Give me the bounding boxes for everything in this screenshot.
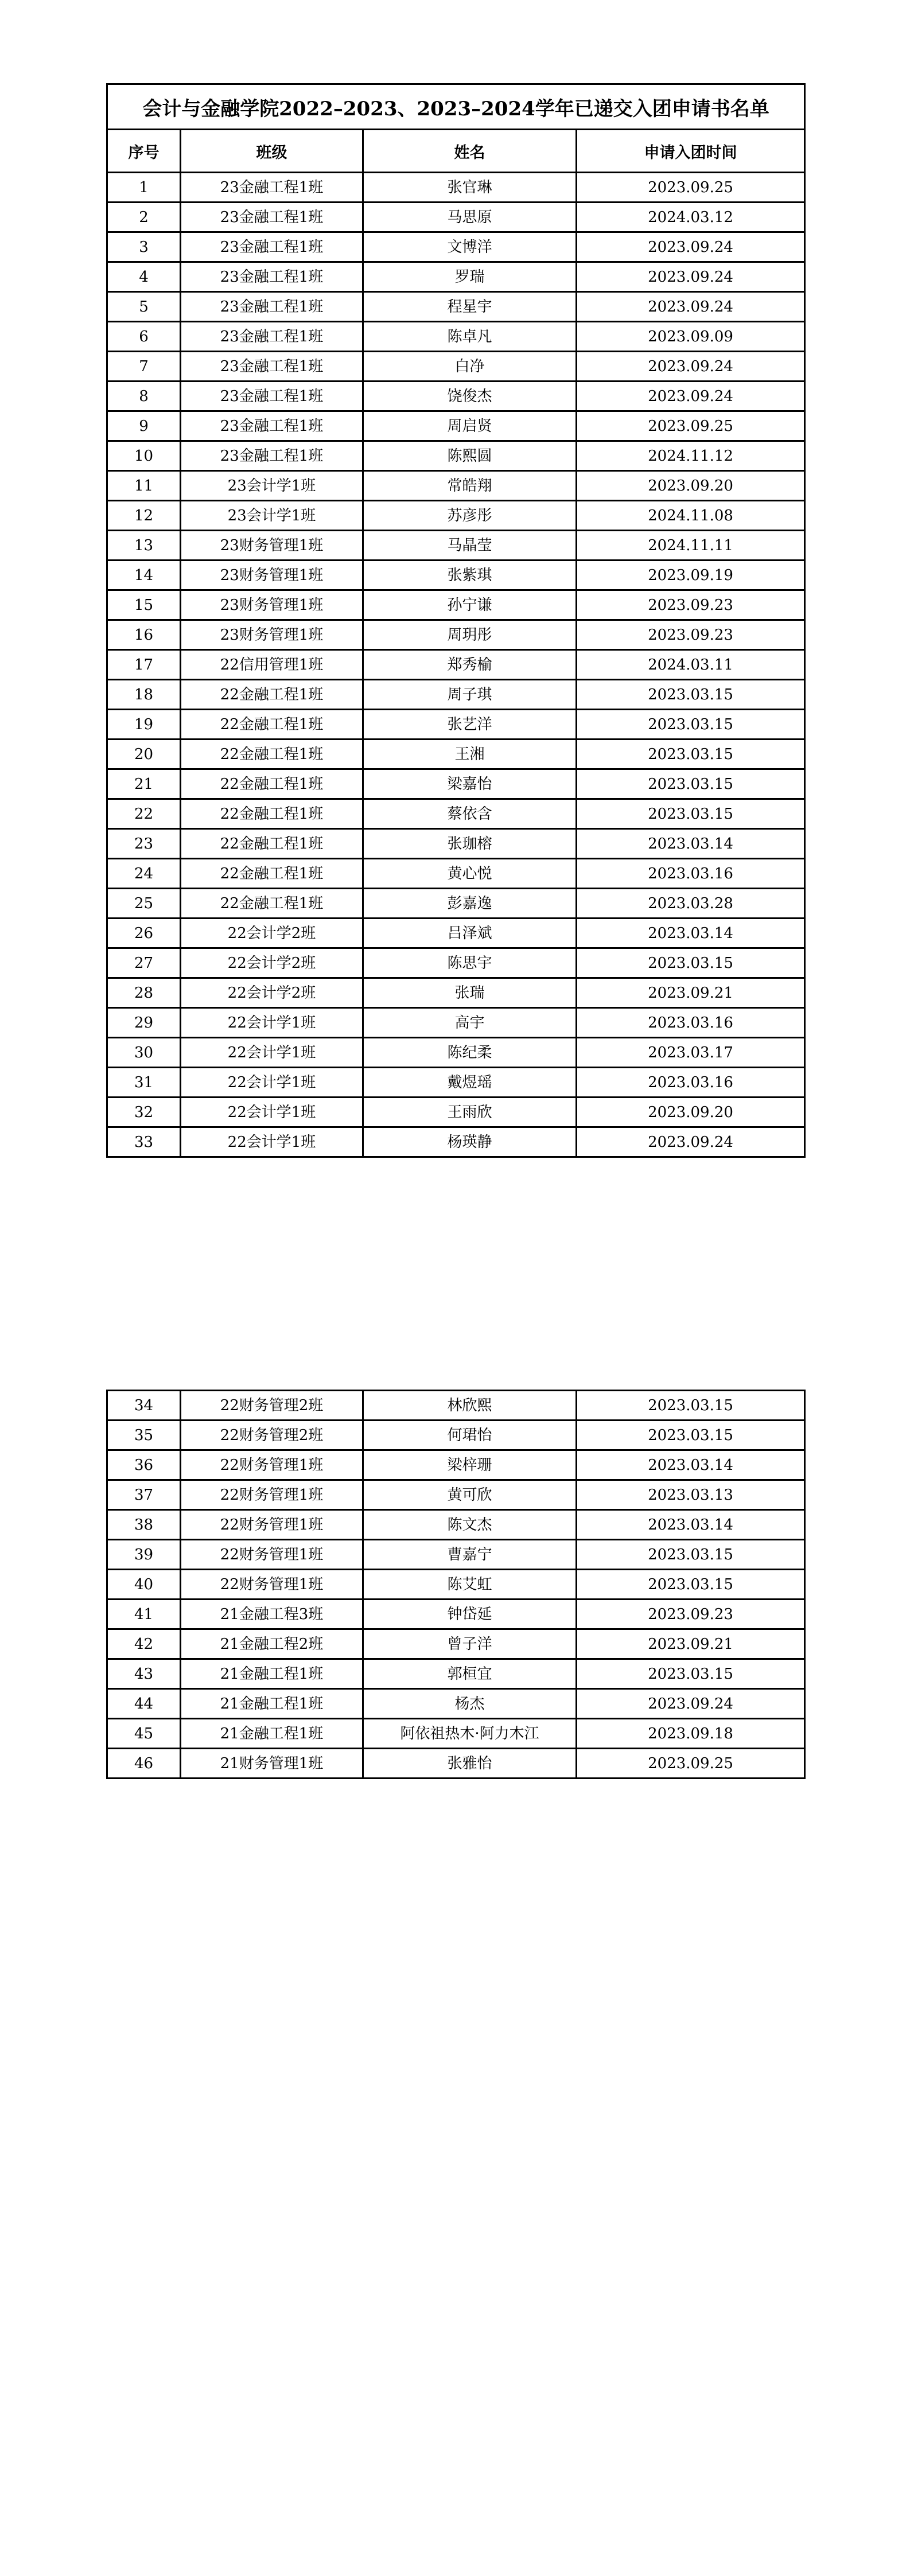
cell-class: 22金融工程1班 (181, 769, 363, 799)
cell-date: 2023.03.15 (577, 1540, 805, 1570)
table-row (107, 799, 805, 829)
cell-index: 41 (107, 1600, 181, 1629)
cell-class: 23会计学1班 (181, 501, 363, 531)
cell-index: 43 (107, 1659, 181, 1689)
cell-index: 35 (107, 1421, 181, 1450)
cell-class: 23金融工程1班 (181, 441, 363, 471)
cell-class: 22金融工程1班 (181, 710, 363, 740)
table-row (107, 620, 805, 650)
header-index: 序号 (107, 130, 181, 173)
table-row (107, 232, 805, 262)
cell-name: 程星宇 (363, 292, 577, 322)
cell-index: 15 (107, 590, 181, 620)
cell-class: 21金融工程1班 (181, 1719, 363, 1749)
cell-class: 22财务管理2班 (181, 1391, 363, 1421)
cell-name: 周玥彤 (363, 620, 577, 650)
cell-date: 2023.09.25 (577, 173, 805, 203)
table-row (107, 352, 805, 382)
cell-index: 28 (107, 978, 181, 1008)
table-row (107, 590, 805, 620)
cell-name: 白净 (363, 352, 577, 382)
cell-date: 2023.09.25 (577, 1749, 805, 1779)
cell-name: 苏彦彤 (363, 501, 577, 531)
cell-class: 23金融工程1班 (181, 173, 363, 203)
cell-index: 5 (107, 292, 181, 322)
cell-date: 2023.09.20 (577, 1098, 805, 1127)
table-row (107, 382, 805, 411)
cell-date: 2023.03.13 (577, 1480, 805, 1510)
table-row (107, 561, 805, 590)
table-row (107, 1749, 805, 1779)
table-row (107, 650, 805, 680)
table-row (107, 889, 805, 919)
cell-name: 张艺洋 (363, 710, 577, 740)
table-row (107, 1689, 805, 1719)
cell-date: 2023.09.18 (577, 1719, 805, 1749)
table-row (107, 471, 805, 501)
cell-name: 马思原 (363, 203, 577, 232)
cell-date: 2023.03.15 (577, 1421, 805, 1450)
table-row (107, 740, 805, 769)
cell-name: 陈纪柔 (363, 1038, 577, 1068)
cell-name: 彭嘉逸 (363, 889, 577, 919)
cell-name: 张瑞 (363, 978, 577, 1008)
table-row (107, 1480, 805, 1510)
cell-index: 9 (107, 411, 181, 441)
cell-index: 2 (107, 203, 181, 232)
cell-class: 23金融工程1班 (181, 382, 363, 411)
cell-index: 22 (107, 799, 181, 829)
cell-index: 26 (107, 919, 181, 948)
table-row (107, 1570, 805, 1600)
table-row (107, 1098, 805, 1127)
cell-class: 23会计学1班 (181, 471, 363, 501)
cell-class: 23金融工程1班 (181, 352, 363, 382)
cell-index: 38 (107, 1510, 181, 1540)
cell-name: 陈卓凡 (363, 322, 577, 352)
cell-date: 2023.09.24 (577, 382, 805, 411)
cell-name: 吕泽斌 (363, 919, 577, 948)
cell-name: 常皓翔 (363, 471, 577, 501)
cell-class: 22金融工程1班 (181, 740, 363, 769)
cell-class: 23财务管理1班 (181, 531, 363, 561)
cell-class: 21金融工程3班 (181, 1600, 363, 1629)
cell-index: 24 (107, 859, 181, 889)
cell-date: 2023.09.24 (577, 1689, 805, 1719)
table-row (107, 262, 805, 292)
cell-name: 陈艾虹 (363, 1570, 577, 1600)
cell-date: 2023.03.15 (577, 1391, 805, 1421)
cell-class: 22金融工程1班 (181, 889, 363, 919)
cell-index: 16 (107, 620, 181, 650)
cell-name: 王雨欣 (363, 1098, 577, 1127)
cell-name: 梁嘉怡 (363, 769, 577, 799)
cell-date: 2023.03.15 (577, 948, 805, 978)
cell-class: 22金融工程1班 (181, 680, 363, 710)
cell-name: 饶俊杰 (363, 382, 577, 411)
table-row (107, 859, 805, 889)
cell-class: 22金融工程1班 (181, 829, 363, 859)
cell-date: 2023.03.15 (577, 680, 805, 710)
table-row (107, 292, 805, 322)
cell-name: 马晶莹 (363, 531, 577, 561)
table-row (107, 1038, 805, 1068)
cell-index: 13 (107, 531, 181, 561)
cell-date: 2023.09.09 (577, 322, 805, 352)
cell-class: 23金融工程1班 (181, 292, 363, 322)
cell-class: 22财务管理2班 (181, 1421, 363, 1450)
cell-name: 曹嘉宁 (363, 1540, 577, 1570)
cell-index: 46 (107, 1749, 181, 1779)
cell-class: 21金融工程1班 (181, 1659, 363, 1689)
cell-date: 2023.03.15 (577, 740, 805, 769)
cell-class: 22会计学1班 (181, 1008, 363, 1038)
cell-index: 30 (107, 1038, 181, 1068)
table-row (107, 1127, 805, 1157)
cell-name: 黄心悦 (363, 859, 577, 889)
cell-date: 2023.03.14 (577, 829, 805, 859)
cell-class: 22会计学1班 (181, 1098, 363, 1127)
cell-index: 19 (107, 710, 181, 740)
table-row (107, 1600, 805, 1629)
table-row (107, 710, 805, 740)
cell-date: 2024.11.08 (577, 501, 805, 531)
cell-class: 23财务管理1班 (181, 620, 363, 650)
cell-name: 何珺怡 (363, 1421, 577, 1450)
cell-date: 2023.09.24 (577, 292, 805, 322)
table-row (107, 1421, 805, 1450)
cell-date: 2024.11.12 (577, 441, 805, 471)
cell-index: 31 (107, 1068, 181, 1098)
cell-date: 2023.09.24 (577, 232, 805, 262)
cell-class: 23财务管理1班 (181, 590, 363, 620)
table-row (107, 829, 805, 859)
cell-index: 25 (107, 889, 181, 919)
table-row (107, 1391, 805, 1421)
cell-name: 张官琳 (363, 173, 577, 203)
cell-name: 杨杰 (363, 1689, 577, 1719)
table-row (107, 1629, 805, 1659)
cell-index: 14 (107, 561, 181, 590)
cell-date: 2023.03.15 (577, 799, 805, 829)
cell-date: 2023.03.14 (577, 919, 805, 948)
header-name: 姓名 (363, 130, 577, 173)
cell-class: 22财务管理1班 (181, 1510, 363, 1540)
cell-date: 2023.09.24 (577, 262, 805, 292)
cell-name: 郭桓宜 (363, 1659, 577, 1689)
table-row (107, 1510, 805, 1540)
cell-index: 8 (107, 382, 181, 411)
cell-index: 17 (107, 650, 181, 680)
cell-name: 高宇 (363, 1008, 577, 1038)
cell-name: 文博洋 (363, 232, 577, 262)
cell-index: 34 (107, 1391, 181, 1421)
cell-class: 21财务管理1班 (181, 1749, 363, 1779)
cell-name: 周子琪 (363, 680, 577, 710)
cell-name: 张珈榕 (363, 829, 577, 859)
cell-name: 罗瑞 (363, 262, 577, 292)
cell-name: 黄可欣 (363, 1480, 577, 1510)
table-row (107, 680, 805, 710)
cell-index: 42 (107, 1629, 181, 1659)
table-row (107, 1540, 805, 1570)
cell-name: 戴煜瑶 (363, 1068, 577, 1098)
cell-date: 2023.09.20 (577, 471, 805, 501)
cell-class: 22会计学2班 (181, 948, 363, 978)
applicant-table-part-1 (106, 83, 806, 1158)
cell-index: 3 (107, 232, 181, 262)
cell-index: 11 (107, 471, 181, 501)
cell-class: 23金融工程1班 (181, 262, 363, 292)
cell-date: 2023.09.21 (577, 978, 805, 1008)
cell-date: 2023.03.15 (577, 1570, 805, 1600)
cell-index: 37 (107, 1480, 181, 1510)
cell-date: 2023.09.23 (577, 620, 805, 650)
document-title: 会计与金融学院2022–2023、2023–2024学年已递交入团申请书名单 (107, 84, 805, 130)
cell-class: 21金融工程2班 (181, 1629, 363, 1659)
cell-class: 22会计学2班 (181, 919, 363, 948)
cell-name: 陈思宇 (363, 948, 577, 978)
cell-index: 21 (107, 769, 181, 799)
cell-name: 周启贤 (363, 411, 577, 441)
cell-index: 7 (107, 352, 181, 382)
table-row (107, 1068, 805, 1098)
cell-index: 33 (107, 1127, 181, 1157)
cell-class: 21金融工程1班 (181, 1689, 363, 1719)
table-row (107, 1659, 805, 1689)
cell-index: 1 (107, 173, 181, 203)
table-row (107, 769, 805, 799)
cell-index: 40 (107, 1570, 181, 1600)
cell-date: 2023.09.25 (577, 411, 805, 441)
cell-class: 22会计学1班 (181, 1068, 363, 1098)
cell-class: 22信用管理1班 (181, 650, 363, 680)
cell-date: 2024.11.11 (577, 531, 805, 561)
table-row (107, 531, 805, 561)
table-row (107, 203, 805, 232)
cell-index: 10 (107, 441, 181, 471)
cell-name: 张雅怡 (363, 1749, 577, 1779)
cell-class: 22财务管理1班 (181, 1450, 363, 1480)
cell-index: 45 (107, 1719, 181, 1749)
table-row (107, 441, 805, 471)
cell-class: 22财务管理1班 (181, 1570, 363, 1600)
cell-name: 蔡依含 (363, 799, 577, 829)
cell-date: 2024.03.11 (577, 650, 805, 680)
cell-class: 22金融工程1班 (181, 859, 363, 889)
cell-date: 2023.03.16 (577, 1068, 805, 1098)
cell-date: 2024.03.12 (577, 203, 805, 232)
cell-date: 2023.09.23 (577, 1600, 805, 1629)
cell-class: 22会计学2班 (181, 978, 363, 1008)
cell-date: 2023.03.14 (577, 1510, 805, 1540)
cell-date: 2023.09.24 (577, 1127, 805, 1157)
cell-class: 23金融工程1班 (181, 322, 363, 352)
cell-date: 2023.09.21 (577, 1629, 805, 1659)
table-row (107, 1450, 805, 1480)
cell-index: 44 (107, 1689, 181, 1719)
table-row (107, 1719, 805, 1749)
header-date: 申请入团时间 (577, 130, 805, 173)
table-row (107, 1008, 805, 1038)
cell-date: 2023.09.24 (577, 352, 805, 382)
cell-name: 张紫琪 (363, 561, 577, 590)
table-row (107, 411, 805, 441)
table-row (107, 173, 805, 203)
cell-class: 23金融工程1班 (181, 203, 363, 232)
cell-date: 2023.09.19 (577, 561, 805, 590)
cell-date: 2023.03.14 (577, 1450, 805, 1480)
header-class: 班级 (181, 130, 363, 173)
cell-name: 梁梓珊 (363, 1450, 577, 1480)
cell-index: 29 (107, 1008, 181, 1038)
cell-date: 2023.03.15 (577, 769, 805, 799)
cell-class: 22会计学1班 (181, 1038, 363, 1068)
table-row (107, 501, 805, 531)
cell-name: 郑秀榆 (363, 650, 577, 680)
cell-index: 32 (107, 1098, 181, 1127)
cell-index: 20 (107, 740, 181, 769)
cell-class: 22财务管理1班 (181, 1540, 363, 1570)
cell-date: 2023.03.28 (577, 889, 805, 919)
cell-date: 2023.03.16 (577, 859, 805, 889)
table-row (107, 978, 805, 1008)
header-row (107, 130, 805, 173)
cell-index: 39 (107, 1540, 181, 1570)
cell-date: 2023.03.15 (577, 1659, 805, 1689)
cell-index: 12 (107, 501, 181, 531)
cell-name: 阿依祖热木·阿力木江 (363, 1719, 577, 1749)
cell-index: 36 (107, 1450, 181, 1480)
cell-date: 2023.03.15 (577, 710, 805, 740)
cell-name: 陈文杰 (363, 1510, 577, 1540)
cell-class: 22会计学1班 (181, 1127, 363, 1157)
cell-class: 23金融工程1班 (181, 411, 363, 441)
cell-date: 2023.03.16 (577, 1008, 805, 1038)
table-row (107, 919, 805, 948)
cell-class: 23财务管理1班 (181, 561, 363, 590)
cell-date: 2023.09.23 (577, 590, 805, 620)
cell-index: 23 (107, 829, 181, 859)
cell-date: 2023.03.17 (577, 1038, 805, 1068)
cell-name: 孙宁谦 (363, 590, 577, 620)
cell-name: 杨瑛静 (363, 1127, 577, 1157)
cell-name: 王湘 (363, 740, 577, 769)
cell-name: 曾子洋 (363, 1629, 577, 1659)
cell-index: 18 (107, 680, 181, 710)
table-row (107, 322, 805, 352)
cell-class: 23金融工程1班 (181, 232, 363, 262)
cell-name: 陈熙圆 (363, 441, 577, 471)
applicant-table-part-2 (106, 1390, 806, 1779)
cell-index: 6 (107, 322, 181, 352)
table-row (107, 948, 805, 978)
cell-name: 钟岱延 (363, 1600, 577, 1629)
cell-index: 27 (107, 948, 181, 978)
cell-name: 林欣熙 (363, 1391, 577, 1421)
cell-class: 22财务管理1班 (181, 1480, 363, 1510)
cell-index: 4 (107, 262, 181, 292)
cell-class: 22金融工程1班 (181, 799, 363, 829)
